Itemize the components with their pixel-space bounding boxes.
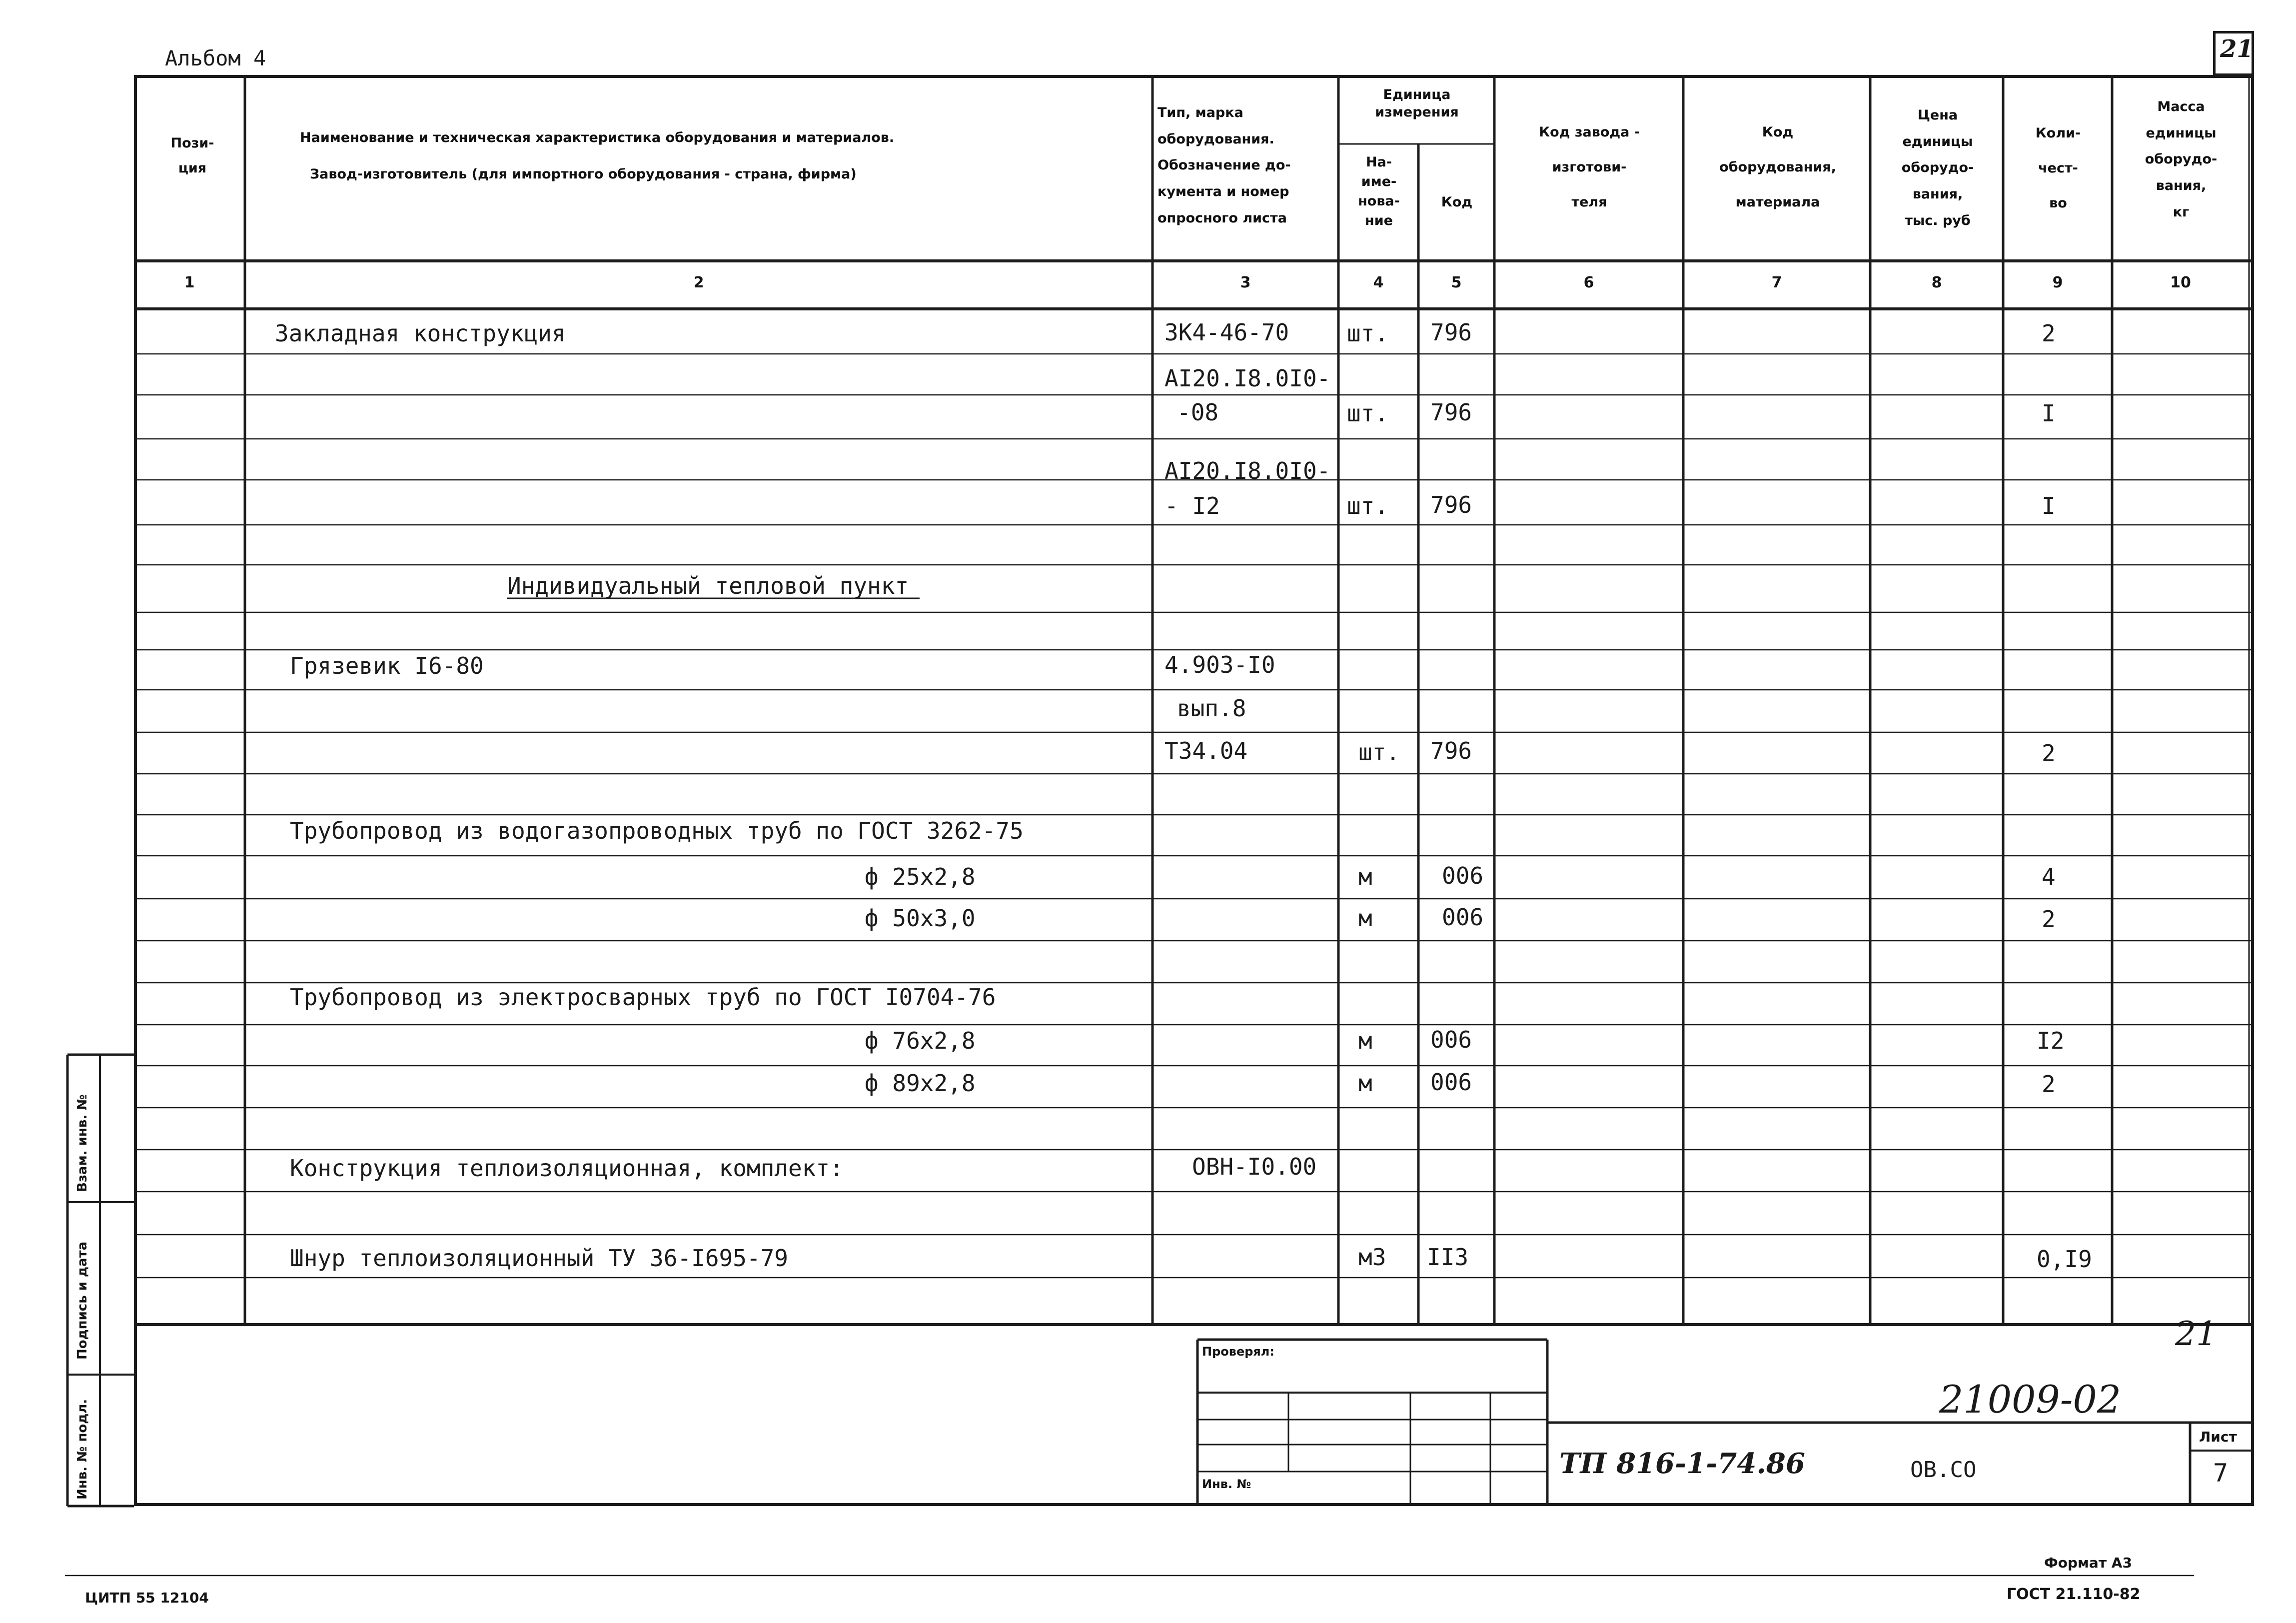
hdr-name-line: Завод-изготовитель (для импортного оборудования - страна, фирма) [310, 166, 857, 182]
item-name: ф 25х2,8 [865, 863, 976, 890]
hdr-mass-line: кг [2173, 204, 2190, 220]
hdr-maker-line: изготови- [1552, 159, 1627, 175]
hdr-mass-line: вания, [2156, 177, 2207, 193]
corner-sheet-number: 21 [2220, 35, 2254, 63]
stamp-sheet-number: 7 [2213, 1459, 2229, 1488]
hdr-price [1872, 102, 2003, 234]
hdr-equip-line: Код [1762, 124, 1794, 140]
hdr-equip-code [1685, 115, 1870, 220]
item-name: Трубопровод из электросварных труб по ГОСТ I0704-76 [290, 984, 996, 1011]
footer-format: Формат А3 [2044, 1555, 2132, 1571]
hdr-quantity [2004, 116, 2112, 221]
footer-gost: ГОСТ 21.110-82 [2007, 1586, 2141, 1603]
item-name: Грязевик I6-80 [290, 652, 484, 679]
hdr-maker-code [1497, 115, 1682, 220]
hdr-maker-line: Код завода - [1539, 124, 1640, 140]
stamp-sheet-label: Лист [2199, 1429, 2237, 1445]
item-unit: шт. [1358, 739, 1400, 766]
item-type: АI20.I8.0I0- [1164, 365, 1331, 392]
col-number: 4 [1373, 274, 1384, 291]
item-qty: 2 [2042, 320, 2056, 347]
stamp-doc-code: 21009-02 [1939, 1377, 2122, 1422]
hdr-qty-line: чест- [2038, 160, 2078, 176]
hdr-unit-name [1339, 152, 1418, 231]
side-label-original-inv: Инв. № подл. [75, 1399, 90, 1500]
item-unit: м [1358, 905, 1372, 932]
item-name: ф 76х2,8 [865, 1027, 976, 1054]
hdr-type-line: оборудования. [1157, 131, 1274, 147]
side-label-replacement-inv: Взам. инв. № [75, 1094, 90, 1192]
item-name: Закладная конструкция [275, 320, 566, 347]
hdr-mass-line: Масса [2157, 99, 2205, 114]
hdr-equip-line: оборудования, [1719, 159, 1836, 175]
item-qty: 2 [2042, 906, 2056, 933]
item-unit: м [1358, 1027, 1372, 1054]
section-title: Индивидуальный тепловой пункт [507, 572, 909, 599]
item-name: Трубопровод из водогазопроводных труб по ГОСТ 3262-75 [290, 817, 1024, 844]
hdr-mass-line: единицы [2146, 125, 2217, 141]
album-label: Альбом 4 [165, 46, 266, 70]
stamp-inv-label: Инв. № [1202, 1477, 1251, 1491]
hdr-qty-line: Коли- [2035, 125, 2081, 141]
item-qty: 4 [2042, 863, 2056, 890]
hdr-name [260, 120, 1140, 193]
hdr-price-line: оборудо- [1901, 160, 1974, 176]
col-number: 2 [693, 274, 704, 291]
item-qty: I2 [2037, 1027, 2065, 1054]
item-code: 796 [1430, 491, 1472, 518]
stamp-sheet-number-big: 21 [2175, 1315, 2217, 1353]
hdr-type [1157, 100, 1337, 231]
item-code: II3 [1427, 1244, 1469, 1271]
footer-left: ЦИТП 55 12104 [85, 1590, 209, 1606]
item-name: Шнур теплоизоляционный ТУ 36-I695-79 [290, 1245, 788, 1272]
hdr-unit-line: Единица [1383, 87, 1451, 102]
stamp-checked-label: Проверял: [1202, 1345, 1274, 1359]
col-number: 8 [1931, 274, 1942, 291]
hdr-unit-code: Код [1441, 194, 1473, 210]
item-name: Конструкция теплоизоляционная, комплект: [290, 1155, 844, 1182]
side-label-signature-date: Подпись и дата [75, 1241, 90, 1360]
item-type: -08 [1177, 399, 1219, 426]
hdr-equip-line: материала [1735, 194, 1820, 210]
hdr-type-line: Тип, марка [1157, 105, 1243, 120]
hdr-price-line: тыс. руб [1905, 212, 1971, 228]
hdr-qty-line: во [2049, 195, 2067, 211]
col-number: 7 [1771, 274, 1782, 291]
hdr-name-line: Наименование и техническая характеристика оборудования и материалов. [300, 130, 895, 145]
col-number: 6 [1583, 274, 1594, 291]
item-unit: м3 [1358, 1244, 1386, 1271]
item-code: 006 [1442, 904, 1484, 931]
item-type: 4.903-I0 [1164, 651, 1275, 678]
item-type: вып.8 [1177, 695, 1246, 722]
item-unit: шт. [1347, 492, 1389, 519]
item-unit: шт. [1347, 400, 1389, 427]
hdr-unit-name-line: ние [1365, 213, 1393, 229]
hdr-mass-line: оборудо- [2145, 151, 2218, 167]
item-code: 796 [1430, 737, 1472, 764]
item-code: 006 [1430, 1026, 1472, 1053]
hdr-unit-name-line: име- [1361, 174, 1397, 190]
hdr-position-line: Пози- [170, 135, 214, 151]
col-number: 5 [1451, 274, 1462, 291]
item-type: Т34.04 [1164, 737, 1248, 764]
hdr-price-line: вания, [1912, 186, 1963, 202]
hdr-position-line: ция [178, 160, 207, 176]
item-code: 006 [1442, 862, 1484, 889]
item-unit: м [1358, 1070, 1372, 1097]
item-qty: I [2042, 400, 2056, 427]
col-number: 3 [1240, 274, 1251, 291]
hdr-type-line: кумента и номер [1157, 183, 1289, 199]
stamp-project: ТП 816-1-74.86 [1559, 1447, 1805, 1480]
hdr-mass [2113, 94, 2249, 225]
hdr-type-line: опросного листа [1157, 210, 1287, 226]
hdr-unit-name-line: нова- [1358, 193, 1400, 209]
hdr-type-line: Обозначение до- [1157, 157, 1291, 173]
item-qty: I [2042, 492, 2056, 519]
item-name: ф 50х3,0 [865, 905, 976, 932]
item-qty: 2 [2042, 740, 2056, 767]
col-number: 1 [184, 274, 195, 291]
hdr-unit-line: измерения [1375, 104, 1459, 120]
item-code: 796 [1430, 319, 1472, 346]
item-type: 3К4-46-70 [1164, 319, 1289, 346]
item-type: ОВН-I0.00 [1192, 1153, 1317, 1180]
hdr-position [150, 131, 235, 181]
item-code: 796 [1430, 399, 1472, 426]
hdr-price-line: Цена [1917, 107, 1958, 123]
item-unit: шт. [1347, 320, 1389, 347]
hdr-maker-line: теля [1571, 194, 1607, 210]
item-unit: м [1358, 863, 1372, 890]
item-qty: 2 [2042, 1071, 2056, 1098]
hdr-price-line: единицы [1902, 133, 1973, 149]
item-type: АI20.I8.0I0- [1164, 457, 1331, 484]
hdr-unit-group [1339, 86, 1494, 121]
col-number: 9 [2052, 274, 2063, 291]
hdr-unit-name-line: На- [1365, 154, 1392, 170]
stamp-mark: ОВ.СО [1910, 1457, 1977, 1483]
item-name: ф 89х2,8 [865, 1070, 976, 1097]
item-qty: 0,I9 [2037, 1246, 2092, 1273]
item-code: 006 [1430, 1069, 1472, 1096]
item-type: - I2 [1164, 492, 1220, 519]
col-number: 10 [2170, 274, 2191, 291]
